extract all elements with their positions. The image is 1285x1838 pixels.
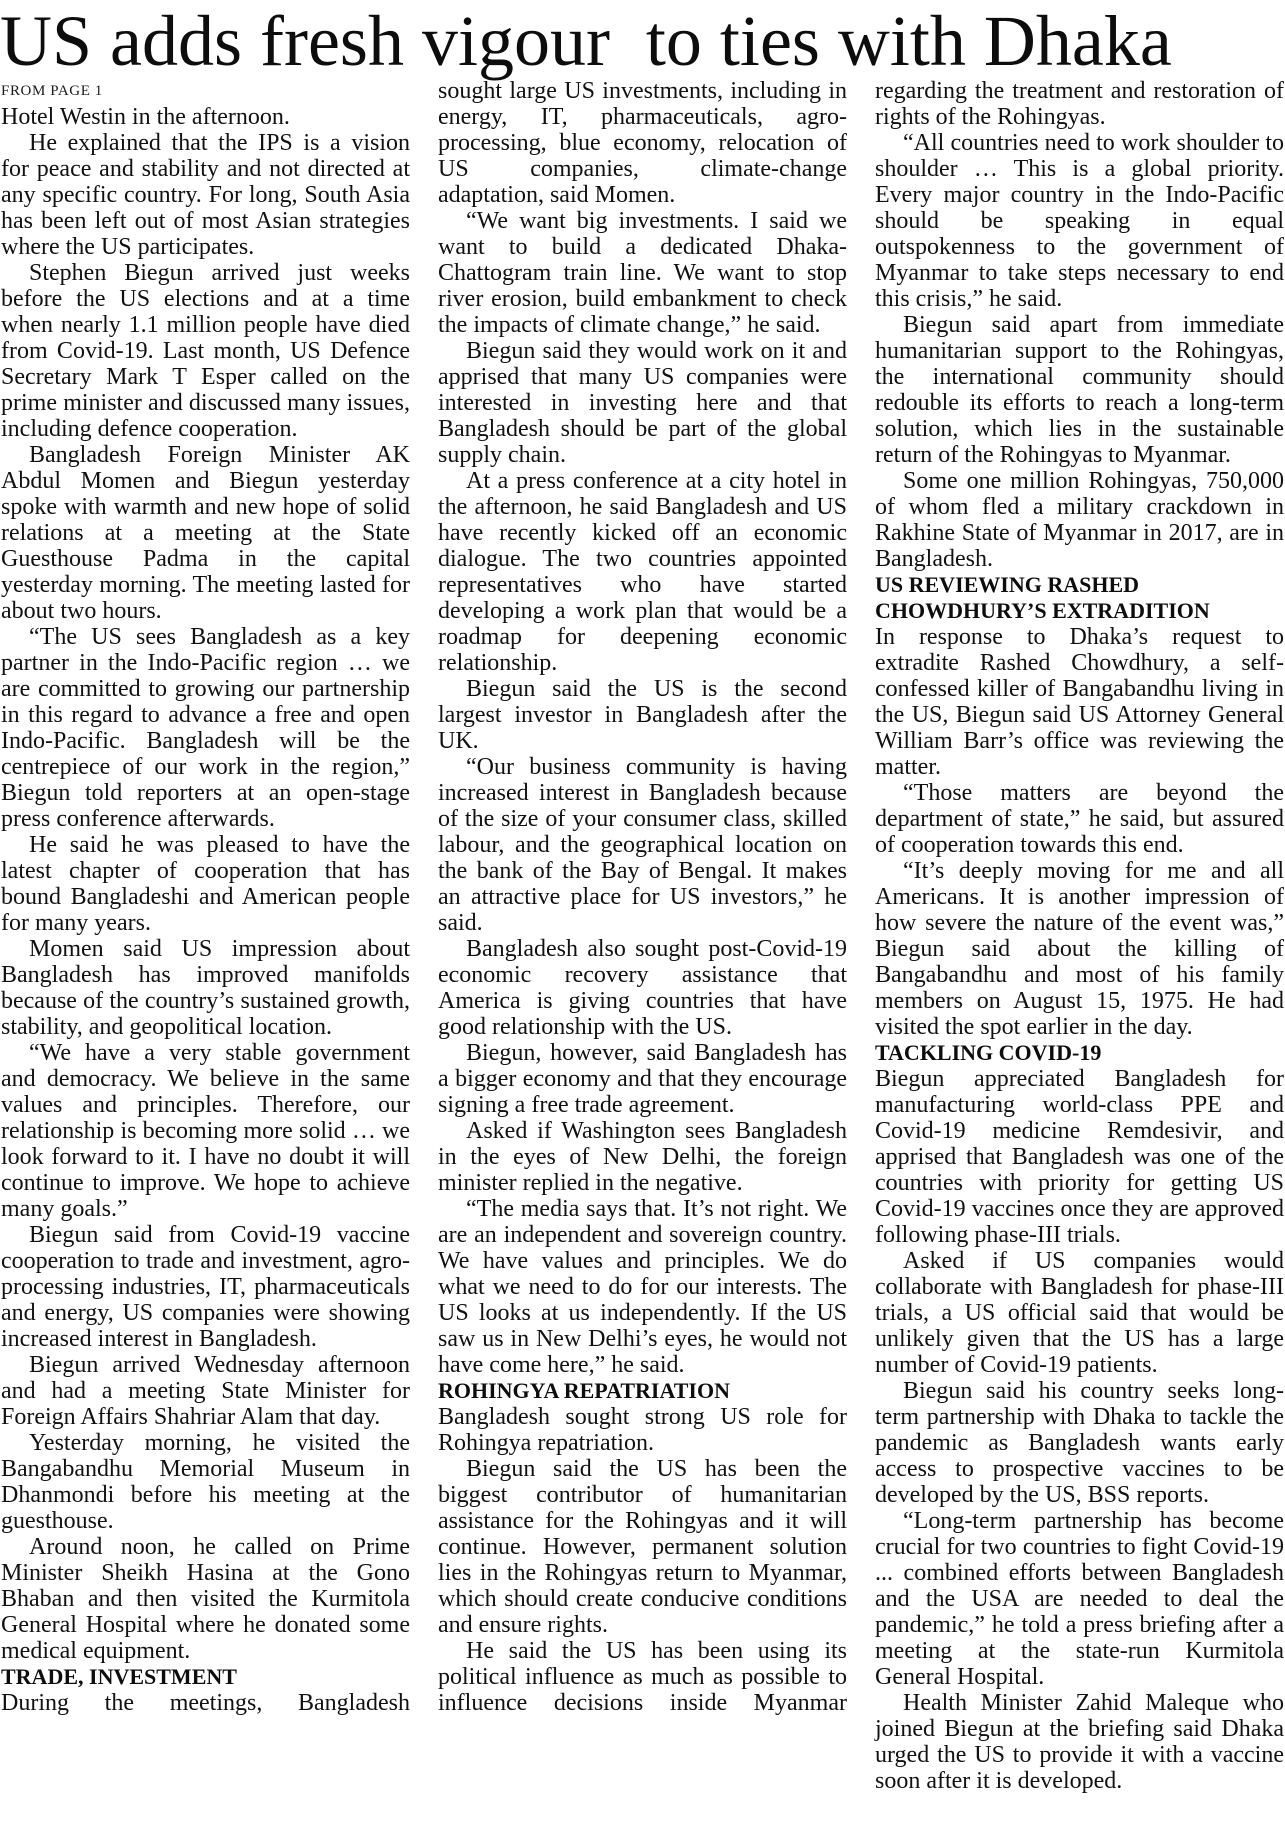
jump-kicker: FROM PAGE 1 bbox=[1, 83, 103, 99]
paragraph: sought large US investments, including in energy, IT, pharmaceuticals, agro-processing, blue economy, relocation of US companies, climate-change adaptation, said Momen. bbox=[438, 78, 847, 208]
paragraph: Around noon, he called on Prime Minister Sheikh Hasina at the Gono Bhaban and then visited the Kurmitola General Hospital where he donated some medical equipment. bbox=[1, 1534, 410, 1664]
paragraph: “The media says that. It’s not right. We are an independent and sovereign country. We have values and principles. We do what we need to do for our interests. The US looks at us independently. If the US saw us in New Delhi’s eyes, he would not have come here,” he said. bbox=[438, 1196, 847, 1378]
paragraph: Biegun appreciated Bangladesh for manufacturing world-class PPE and Covid-19 medicine Remdesivir, and apprised that Bangladesh was one of the countries with priority for getting US Covid-19 vaccines once they are approved following phase-III trials. bbox=[875, 1066, 1284, 1248]
subheading: US REVIEWING RASHED CHOWDHURY’S EXTRADITION bbox=[875, 572, 1210, 623]
paragraph: Asked if Washington sees Bangladesh in the eyes of New Delhi, the foreign minister replied in the negative. bbox=[438, 1118, 847, 1196]
paragraph: “Long-term partnership has become crucial for two countries to fight Covid-19 ... combined efforts between Bangladesh and the USA are needed to deal the pandemic,” he told a press briefing after a meeting at the state-run Kurmitola General Hospital. bbox=[875, 1508, 1284, 1690]
paragraph: Biegun said they would work on it and apprised that many US companies were interested in investing here and that Bangladesh should be part of the global supply chain. bbox=[438, 338, 847, 468]
paragraph: “Our business community is having increased interest in Bangladesh because of the size of your consumer class, skilled labour, and the geographical location on the bank of the Bay of Bengal. It makes an attractive place for US investors,” he said. bbox=[438, 754, 847, 936]
paragraph: Biegun arrived Wednesday afternoon and had a meeting State Minister for Foreign Affairs Shahriar Alam that day. bbox=[1, 1352, 410, 1430]
paragraph: Yesterday morning, he visited the Bangabandhu Memorial Museum in Dhanmondi before his meeting at the guesthouse. bbox=[1, 1430, 410, 1534]
paragraph: Some one million Rohingyas, 750,000 of whom fled a military crackdown in Rakhine State of Myanmar in 2017, are in Bangladesh. bbox=[875, 468, 1284, 572]
paragraph: Biegun said apart from immediate humanitarian support to the Rohingyas, the international community should redouble its efforts to reach a long-term solution, which lies in the sustainable return of the Rohingyas to Myanmar. bbox=[875, 312, 1284, 468]
paragraph: Biegun said his country seeks long-term partnership with Dhaka to tackle the pandemic as Bangladesh wants early access to prospective vaccines to be developed by the US, BSS reports. bbox=[875, 1378, 1284, 1508]
headline: US adds fresh vigour to ties with Dhaka bbox=[0, 1, 1172, 81]
paragraph: “It’s deeply moving for me and all Americans. It is another impression of how severe the nature of the event was,” Biegun said about the killing of Bangabandhu and most of his family members on August 15, 1975. He had visited the spot earlier in the day. bbox=[875, 858, 1284, 1040]
paragraph: Biegun said from Covid-19 vaccine cooperation to trade and investment, agro-processing industries, IT, pharmaceuticals and energy, US companies were showing increased interest in Bangladesh. bbox=[1, 1222, 410, 1352]
paragraph: Bangladesh sought strong US role for Rohingya repatriation. bbox=[438, 1404, 847, 1456]
paragraph: Health Minister Zahid Maleque who joined Biegun at the briefing said Dhaka urged the US to provide it with a vaccine soon after it is developed. bbox=[875, 1690, 1284, 1794]
paragraph: Asked if US companies would collaborate with Bangladesh for phase-III trials, a US official said that would be unlikely given that the US has a large number of Covid-19 patients. bbox=[875, 1248, 1284, 1378]
paragraph: He said he was pleased to have the latest chapter of cooperation that has bound Bangladeshi and American people for many years. bbox=[1, 832, 410, 936]
paragraph: regarding the treatment and restoration of rights of the Rohingyas. bbox=[875, 78, 1284, 130]
paragraph: “All countries need to work shoulder to shoulder … This is a global priority. Every major country in the Indo-Pacific should be speaking in equal outspokenness to the government of Myanmar to take steps necessary to end this crisis,” he said. bbox=[875, 130, 1284, 312]
article-column-1 bbox=[1, 78, 410, 1716]
paragraph: In response to Dhaka’s request to extradite Rashed Chowdhury, a self-confessed killer of Bangabandhu living in the US, Biegun said US Attorney General William Barr’s office was reviewing the matter. bbox=[875, 624, 1284, 780]
paragraph: He said the US has been using its political influence as much as possible to influence decisions inside Myanmar bbox=[438, 1638, 847, 1716]
paragraph: “The US sees Bangladesh as a key partner in the Indo-Pacific region … we are committed to growing our partnership in this regard to advance a free and open Indo-Pacific. Bangladesh will be the centrepiece of our work in the region,” Biegun told reporters at an open-stage press conference afterwards. bbox=[1, 624, 410, 832]
paragraph: Biegun said the US has been the biggest contributor of humanitarian assistance for the Rohingyas and it will continue. However, permanent solution lies in the Rohingyas return to Myanmar, which should create conducive conditions and ensure rights. bbox=[438, 1456, 847, 1638]
subheading: TACKLING COVID-19 bbox=[875, 1040, 1102, 1065]
paragraph: Biegun said the US is the second largest investor in Bangladesh after the UK. bbox=[438, 676, 847, 754]
paragraph: Hotel Westin in the afternoon. bbox=[1, 104, 290, 130]
paragraph: At a press conference at a city hotel in the afternoon, he said Bangladesh and US have recently kicked off an economic dialogue. The two countries appointed representatives who have started developing a work plan that would be a roadmap for deepening economic relationship. bbox=[438, 468, 847, 676]
article-column-3 bbox=[875, 78, 1284, 1794]
paragraph: Bangladesh Foreign Minister AK Abdul Momen and Biegun yesterday spoke with warmth and new hope of solid relations at a meeting at the State Guesthouse Padma in the capital yesterday morning. The meeting lasted for about two hours. bbox=[1, 442, 410, 624]
paragraph: Momen said US impression about Bangladesh has improved manifolds because of the country’s sustained growth, stability, and geopolitical location. bbox=[1, 936, 410, 1040]
subheading: ROHINGYA REPATRIATION bbox=[438, 1378, 730, 1403]
subheading: TRADE, INVESTMENT bbox=[1, 1664, 237, 1689]
paragraph: “We have a very stable government and democracy. We believe in the same values and principles. Therefore, our relationship is becoming more solid … we look forward to it. I have no doubt it will continue to improve. We hope to achieve many goals.” bbox=[1, 1040, 410, 1222]
paragraph: Biegun, however, said Bangladesh has a bigger economy and that they encourage signing a free trade agreement. bbox=[438, 1040, 847, 1118]
paragraph: Bangladesh also sought post-Covid-19 economic recovery assistance that America is giving countries that have good relationship with the US. bbox=[438, 936, 847, 1040]
paragraph: “Those matters are beyond the department of state,” he said, but assured of cooperation towards this end. bbox=[875, 780, 1284, 858]
paragraph: Stephen Biegun arrived just weeks before the US elections and at a time when nearly 1.1 million people have died from Covid-19. Last month, US Defence Secretary Mark T Esper called on the prime minister and discussed many issues, including defence cooperation. bbox=[1, 260, 410, 442]
article-column-2 bbox=[438, 78, 847, 1716]
paragraph: He explained that the IPS is a vision for peace and stability and not directed at any specific country. For long, South Asia has been left out of most Asian strategies where the US participates. bbox=[1, 130, 410, 260]
paragraph: During the meetings, Bangladesh bbox=[1, 1690, 410, 1716]
paragraph: “We want big investments. I said we want to build a dedicated Dhaka-Chattogram train line. We want to stop river erosion, build embankment to check the impacts of climate change,” he said. bbox=[438, 208, 847, 338]
